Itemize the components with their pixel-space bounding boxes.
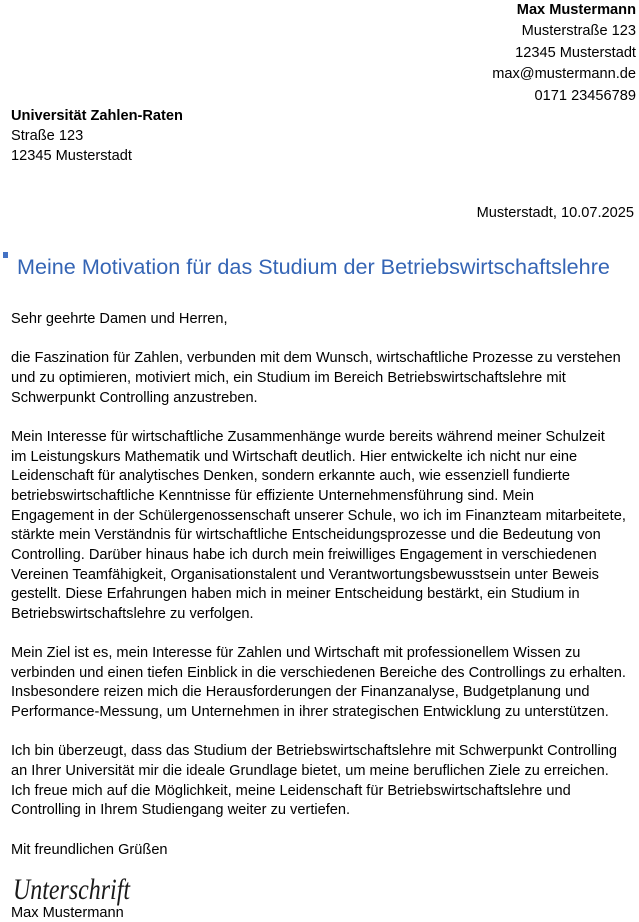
- paragraph-line: Betriebswirtschaftslehre zu verfolgen.: [11, 605, 254, 622]
- sender-email: max@mustermann.de: [492, 66, 636, 83]
- paragraph-line: verbinden und einen tiefen Einblick in die verschiedenen Bereiche des Controllings zu erhalten.: [11, 664, 626, 681]
- subject-heading: Meine Motivation für das Studium der Betriebswirtschaftslehre: [17, 254, 610, 279]
- salutation-text: Sehr geehrte Damen und Herren,: [11, 311, 228, 327]
- paragraph-line: betriebswirtschaftliche Kenntnisse für effiziente Unternehmensführung sind. Mein: [11, 487, 534, 504]
- date-line: Musterstadt, 10.07.2025: [476, 205, 634, 221]
- paragraph-line: an Ihrer Universität mir die ideale Grundlage bietet, um meine beruflichen Ziele zu erreichen.: [11, 763, 609, 780]
- signature: [9, 864, 139, 908]
- recipient-street: Straße 123: [11, 128, 84, 144]
- paragraph-line: Schwerpunkt Controlling anzustreben.: [11, 389, 258, 406]
- body-paragraph: [11, 644, 626, 723]
- paragraph-line: stärkte mein Verständnis für wirtschaftliche Entscheidungsprozesse und die Bedeutung von: [11, 527, 601, 544]
- paragraph-line: und zu optimieren, motiviert mich, ein Studium im Bereich Betriebswirtschaftslehre mit: [11, 369, 566, 386]
- sender-phone: 0171 23456789: [534, 87, 636, 104]
- paragraph-line: Insbesondere reizen mich die Herausforderungen der Finanzanalyse, Budgetplanung und: [11, 684, 590, 701]
- paragraph-line: Vereinen Teamfähigkeit, Organisationstalent und Verantwortungsbewusstsein unter Beweis: [11, 566, 599, 583]
- recipient-city: 12345 Musterstadt: [11, 148, 132, 164]
- paragraph-line: Controlling. Darüber hinaus habe ich durch mein freiwilliges Engagement in verschiedenen: [11, 546, 597, 563]
- body-paragraph: [11, 428, 626, 625]
- closing-text: Mit freundlichen Grüßen: [11, 841, 168, 858]
- paragraph-line: Mein Ziel ist es, mein Interesse für Zahlen und Wirtschaft mit professionellem Wissen zu: [11, 645, 581, 662]
- heading-marker-icon: [3, 252, 8, 258]
- recipient-address: [11, 106, 183, 166]
- paragraph-line: gestellt. Diese Erfahrungen haben mich in meiner Entscheidung bestärkt, ein Studium in: [11, 586, 580, 603]
- sender-name: Max Mustermann: [516, 2, 636, 18]
- paragraph-line: Mein Interesse für wirtschaftliche Zusammenhänge wurde bereits während meiner Schulzeit: [11, 428, 605, 445]
- paragraph-line: Performance-Messung, um Unternehmen in ihrer strategischen Entwicklung zu unterstützen.: [11, 704, 609, 721]
- paragraph-line: im Leistungskurs Mathematik und Wirtschaft deutlich. Hier entwickelte ich nicht nur eine: [11, 448, 578, 465]
- paragraph-line: die Faszination für Zahlen, verbunden mit dem Wunsch, wirtschaftliche Prozesse zu verstehen: [11, 350, 621, 367]
- body-paragraph: [11, 742, 626, 821]
- sender-city: 12345 Musterstadt: [515, 44, 636, 61]
- signature-handwriting: Unterschrift: [13, 873, 131, 906]
- sender-street: Musterstraße 123: [521, 23, 636, 40]
- body-paragraph: [11, 349, 626, 408]
- paragraph-line: Controlling in Ihrem Studiengang weiter zu vertiefen.: [11, 802, 351, 819]
- signer-name: Max Mustermann: [11, 905, 124, 921]
- closing: [11, 841, 626, 861]
- sender-address: [492, 0, 636, 107]
- salutation: [11, 310, 626, 330]
- recipient-name: Universität Zahlen-Raten: [11, 108, 183, 124]
- paragraph-line: Ich freue mich auf die Möglichkeit, meine Leidenschaft für Betriebswirtschaftslehre und: [11, 782, 571, 799]
- paragraph-line: Ich bin überzeugt, dass das Studium der Betriebswirtschaftslehre mit Schwerpunkt Controlling: [11, 743, 617, 760]
- paragraph-line: Leidenschaft für analytisches Denken, sondern erkannte auch, wie essenziell fundierte: [11, 468, 570, 485]
- paragraph-line: Engagement in der Schülergenossenschaft unserer Schule, wo ich im Finanzteam mitarbeitete,: [11, 507, 626, 524]
- letter-body: [11, 310, 626, 860]
